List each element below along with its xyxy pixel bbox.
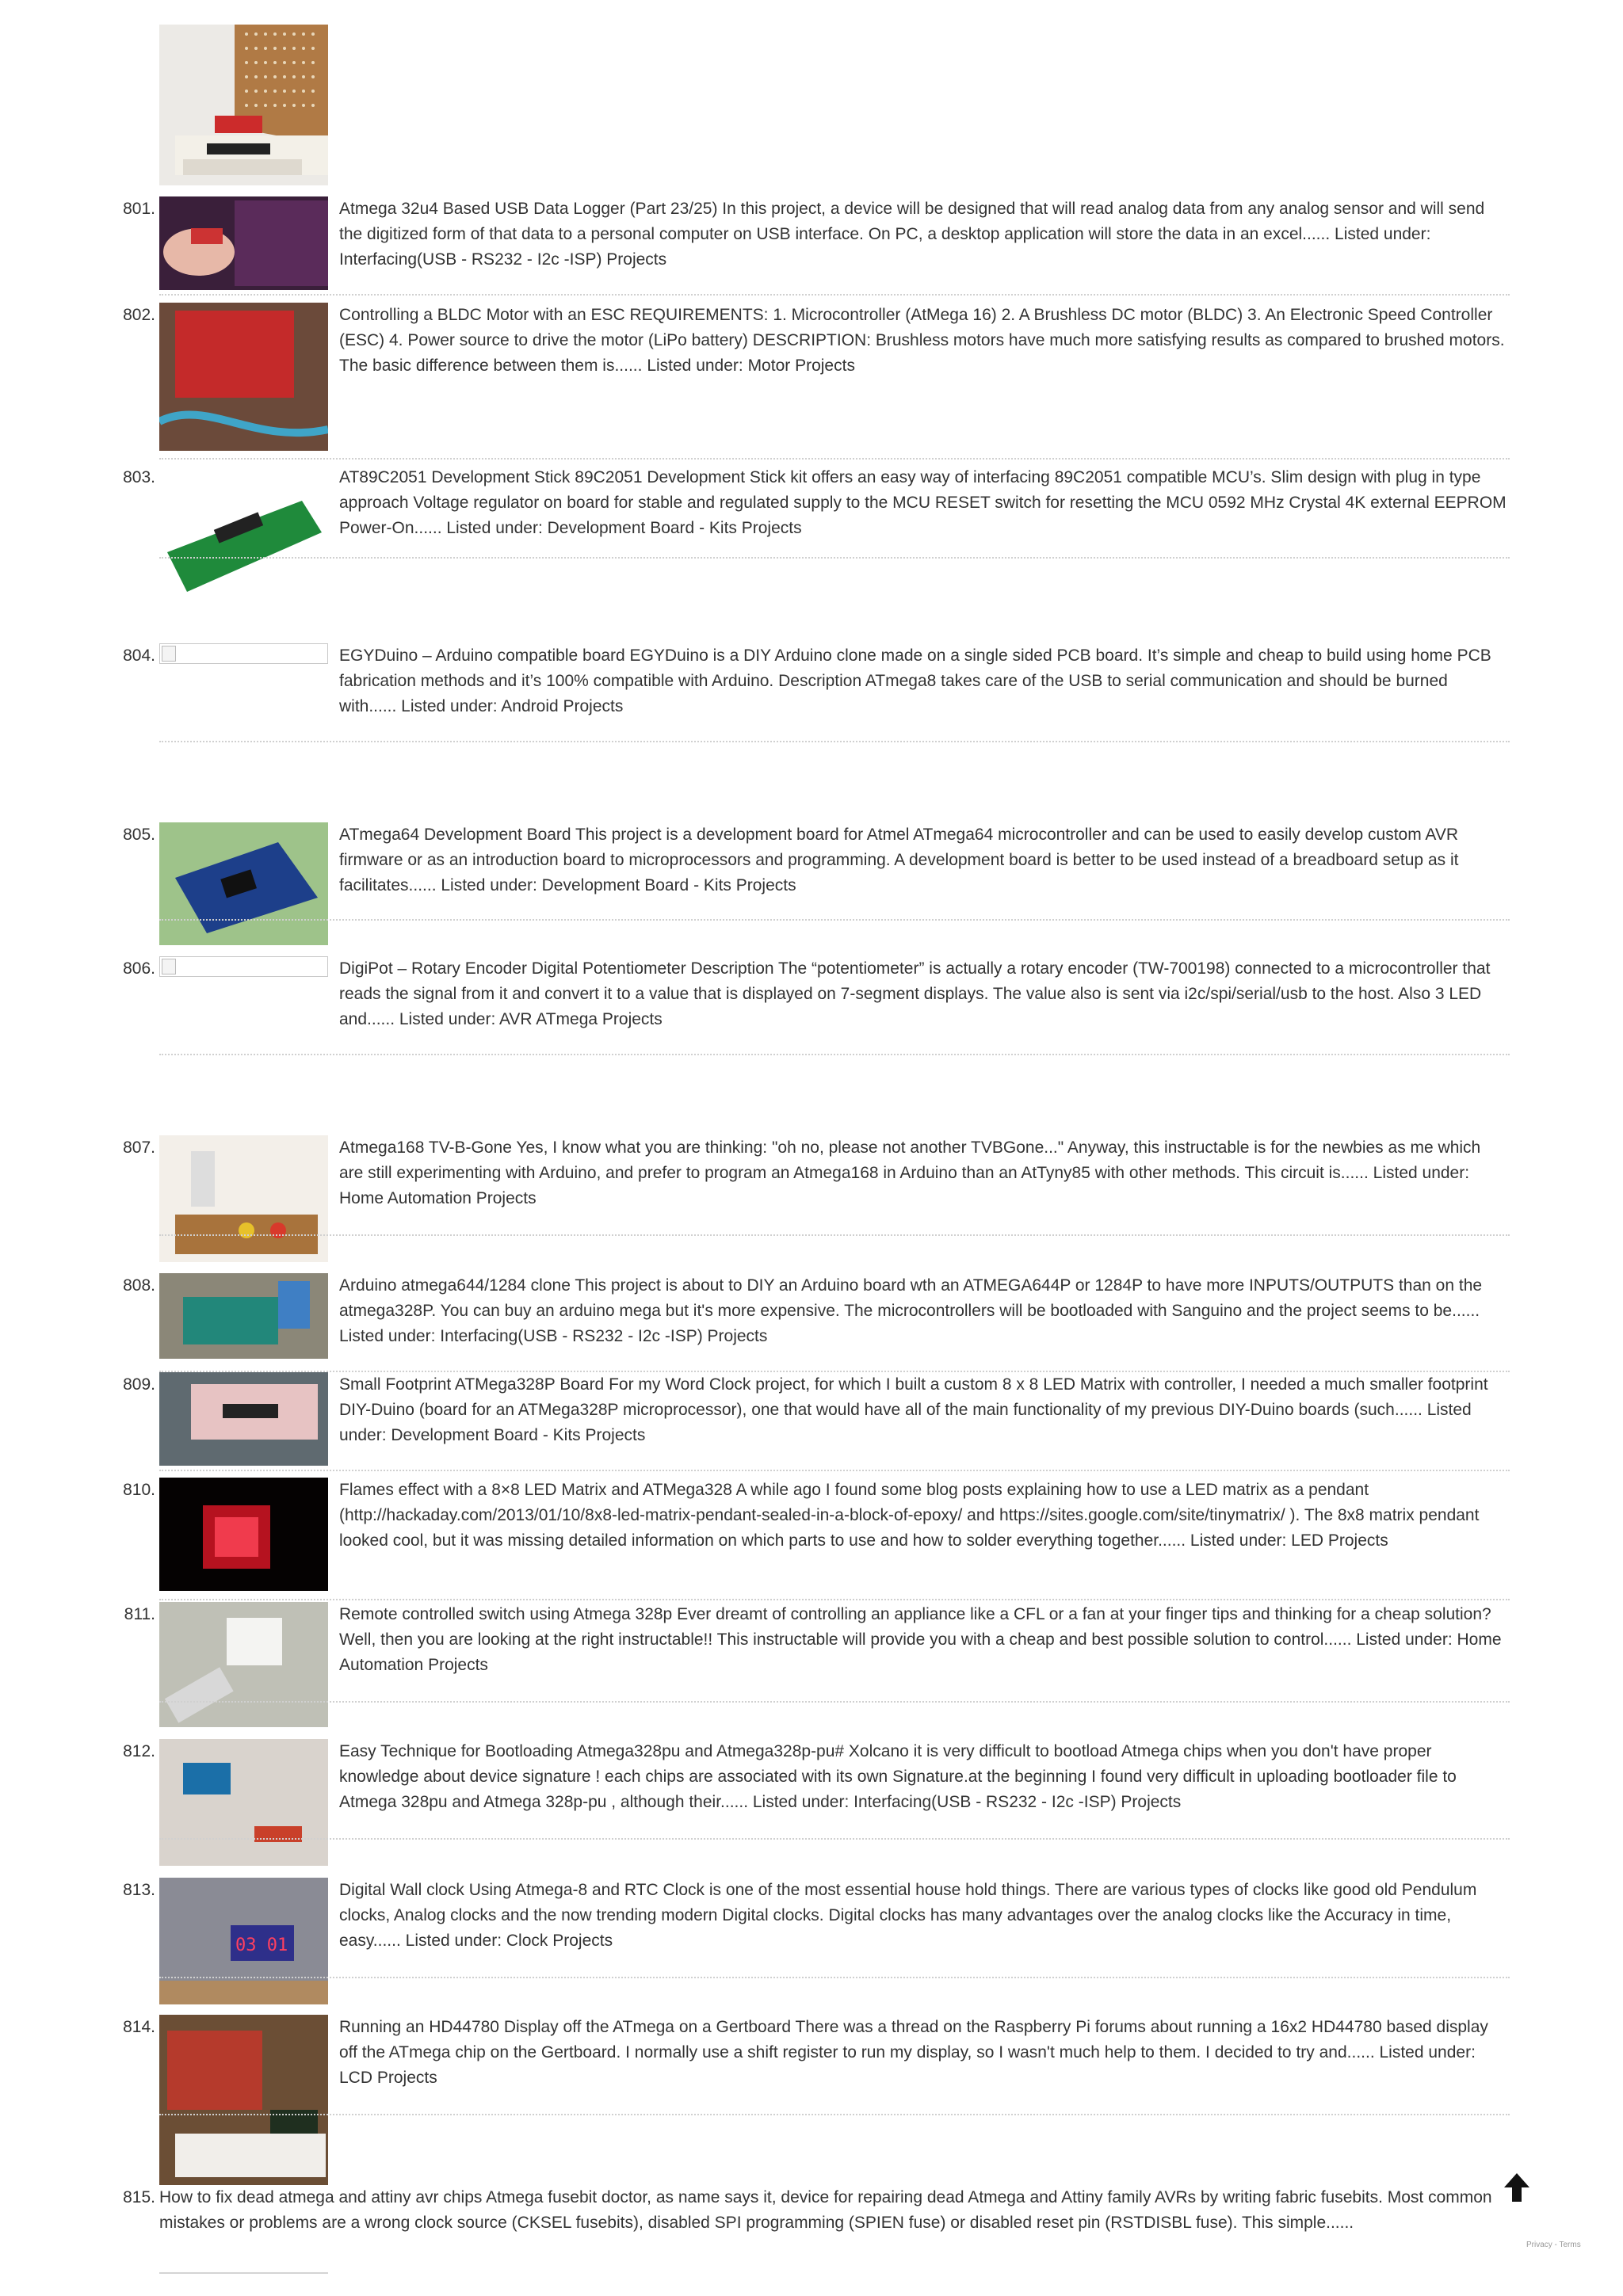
item-number: 805. — [123, 826, 155, 844]
item-thumbnail[interactable] — [159, 1273, 328, 1359]
svg-text:03 01: 03 01 — [235, 1936, 288, 1955]
item-thumbnail[interactable] — [159, 1739, 328, 1866]
item-description[interactable]: ATmega64 Development Board This project is a development board for Atmel ATmega64 microcontroller and can be used to easily develop custom AVR firmware or as an introduction board to microprocessors and programming. A development board is better to be used instead of a breadboard setup as it facilitates...... Listed under: Development Board - Kits Projects — [339, 826, 1459, 894]
item-number: 812. — [123, 1742, 155, 1760]
item-number: 808. — [123, 1276, 155, 1295]
item-separator — [159, 1701, 1510, 1703]
item-description[interactable]: Small Footprint ATMega328P Board For my Word Clock project, for which I built a custom 8 x 8 LED Matrix with controller, I needed a much smaller footprint DIY-Duino (board for an ATMega328P microprocessor), one that would have all of the main functionality of my previous DIY-Duino boards (such...... Listed under: Development Board - Kits Projects — [339, 1375, 1488, 1444]
item-number: 807. — [123, 1138, 155, 1157]
item-separator — [159, 1234, 1510, 1236]
item-description[interactable]: Digital Wall clock Using Atmega-8 and RTC Clock is one of the most essential house hold things. There are various types of clocks like good old Pendulum clocks, Analog clocks and the now trending modern Digital clocks. Digital clocks has many advantages over the analog clocks like the Accuracy in time, easy...... Listed under: Clock Projects — [339, 1881, 1477, 1950]
item-number: 809. — [123, 1375, 155, 1394]
item-separator — [159, 2114, 1510, 2115]
item-thumbnail[interactable] — [159, 1372, 328, 1466]
item-thumbnail[interactable] — [159, 1478, 328, 1591]
item-separator — [159, 1054, 1510, 1055]
broken-image-icon[interactable] — [159, 956, 328, 977]
item-number: 803. — [123, 468, 155, 486]
item-thumbnail[interactable] — [159, 303, 328, 451]
item-thumbnail[interactable] — [159, 2015, 328, 2185]
item-description[interactable]: AT89C2051 Development Stick 89C2051 Development Stick kit offers an easy way of interfacing 89C2051 compatible MCU’s. Slim design with plug in type approach Voltage regulator on board for stable and regulated supply to the MCU RESET switch for resetting the MCU 0592 MHz Crystal 4K external EEPROM Power-On...... Listed under: Development Board - Kits Projects — [339, 468, 1507, 537]
item-thumbnail[interactable] — [159, 822, 328, 945]
item-description[interactable]: Arduino atmega644/1284 clone This project is about to DIY an Arduino board wth an ATMEGA644P or 1284P to have more INPUTS/OUTPUTS than on the atmega328P. You can buy an arduino mega but it's more expensive. The microcontrollers will be bootloaded with Sanguino and the project seems to be...... Listed under: Interfacing(USB - RS232 - I2c -ISP) Projects — [339, 1276, 1483, 1345]
item-separator — [159, 294, 1510, 296]
item-separator — [159, 741, 1510, 742]
item-separator — [159, 1838, 1510, 1840]
image-placeholder — [162, 646, 176, 662]
item-thumbnail[interactable] — [159, 1878, 328, 2004]
item-description[interactable]: Atmega168 TV-B-Gone Yes, I know what you are thinking: "oh no, please not another TVBGone..." Anyway, this instructable is for the newbies as me which are still experimenting with Arduino, and prefer to program an Atmega168 in Arduino than an AtTyny85 with other methods. This circuit is...... Listed under: Home Automation Projects — [339, 1138, 1481, 1207]
item-thumbnail[interactable] — [159, 465, 328, 609]
item-separator — [159, 1599, 1510, 1600]
recaptcha-terms[interactable]: Privacy - Terms — [1526, 2241, 1581, 2249]
item-number: 801. — [123, 200, 155, 218]
item-description[interactable]: Flames effect with a 8×8 LED Matrix and ATMega328 A while ago I found some blog posts explaining how to use a LED matrix as a pendant (http://hackaday.com/2013/01/10/8x8-led-matrix-pendant-sealed-in-a-block-of-epoxy/ and https://sites.google.com/site/tinymatrix/ ). The 8x8 matrix pendant looked cool, but it was missing detailed information on which parts to use and how to solder everything together...... Listed under: LED Projects — [339, 1481, 1480, 1550]
broken-image-icon[interactable] — [159, 643, 328, 664]
item-description[interactable]: Atmega 32u4 Based USB Data Logger (Part 23/25) In this project, a device will be designed that will read analog data from any analog sensor and will send the digitized form of that data to a personal computer on USB interface. On PC, a desktop application will store the data in an excel...... Listed under: Interfacing(USB - RS232 - I2c -ISP) Projects — [339, 200, 1485, 269]
item-number: 813. — [123, 1881, 155, 1899]
item-description[interactable]: DigiPot – Rotary Encoder Digital Potentiometer Description The “potentiometer” is actually a rotary encoder (TW-700198) connected to a microcontroller that reads the signal from it and convert it to a value that is displayed on 7-segment displays. The value also is sent via i2c/spi/serial/usb to the host. Also 3 LED and...... Listed under: AVR ATmega Projects — [339, 959, 1491, 1028]
item-separator — [159, 1977, 1510, 1978]
image-placeholder — [162, 959, 176, 974]
item-number: 810. — [123, 1481, 155, 1499]
item-description[interactable]: Remote controlled switch using Atmega 328p Ever dreamt of controlling an appliance like a CFL or a fan at your finger tips and thinking for a cheap solution? Well, then you are looking at the right instructable!! This instructable will provide you with a cheap and best possible solution to control...... Listed under: Home Automation Projects — [339, 1605, 1502, 1674]
item-thumbnail[interactable] — [159, 196, 328, 290]
item-description[interactable]: Running an HD44780 Display off the ATmega on a Gertboard There was a thread on the Raspberry Pi forums about running a 16x2 HD44780 based display off the ATmega chip on the Gertboard. I normally use a shift register to run my display, so I wasn't much help to them. I decided to try and...... Listed under: LCD Projects — [339, 2018, 1488, 2087]
item-separator — [159, 1470, 1510, 1471]
item-separator — [159, 919, 1510, 921]
item-description[interactable]: How to fix dead atmega and attiny avr chips Atmega fusebit doctor, as name says it, device for repairing dead Atmega and Attiny family AVRs by writing fabric fusebits. Most common mistakes or problems are a wrong clock source (CKSEL fusebits), disabled SPI programming (SPIEN fuse) or disabled reset pin (RSTDISBL fuse). This simple...... — [159, 2188, 1492, 2232]
item-number: 802. — [123, 306, 155, 324]
item-number: 806. — [123, 959, 155, 978]
item-description[interactable]: Controlling a BLDC Motor with an ESC REQUIREMENTS: 1. Microcontroller (AtMega 16) 2. A Brushless DC motor (BLDC) 3. An Electronic Speed Controller (ESC) 4. Power source to drive the motor (LiPo battery) DESCRIPTION: Brushless motors have much more satisfying results as compared to brushed motors. The basic difference between them is...... Listed under: Motor Projects — [339, 306, 1505, 375]
item-separator — [159, 458, 1510, 460]
item-800-thumbnail[interactable] — [159, 25, 328, 185]
item-description[interactable]: EGYDuino – Arduino compatible board EGYDuino is a DIY Arduino clone made on a single sided PCB board. It’s simple and cheap to build using home PCB fabrication methods and it’s 100% compatible with Arduino. Description ATmega8 takes care of the USB to serial communication and should be burned with...... Listed under: Android Projects — [339, 646, 1491, 715]
item-thumbnail[interactable] — [159, 1602, 328, 1727]
item-separator — [159, 557, 1510, 559]
item-number: 811. — [124, 1605, 155, 1623]
item-thumbnail[interactable] — [159, 1135, 328, 1262]
arrow-up-icon[interactable] — [1503, 2172, 1531, 2203]
item-number: 814. — [123, 2018, 155, 2036]
item-separator — [159, 2272, 328, 2274]
item-description[interactable]: Easy Technique for Bootloading Atmega328pu and Atmega328p-pu# Xolcano it is very difficult to bootload Atmega chips when you don't have proper knowledge about device signature ! each chips are associated with its own Signature.at the beginning I found very difficult in uploading bootloader file to Atmega 328pu and Atmega 328p-pu , although their...... Listed under: Interfacing(USB - RS232 - I2c -ISP) Projects — [339, 1742, 1457, 1811]
item-number: 804. — [123, 646, 155, 665]
item-number: 815. — [123, 2188, 155, 2206]
